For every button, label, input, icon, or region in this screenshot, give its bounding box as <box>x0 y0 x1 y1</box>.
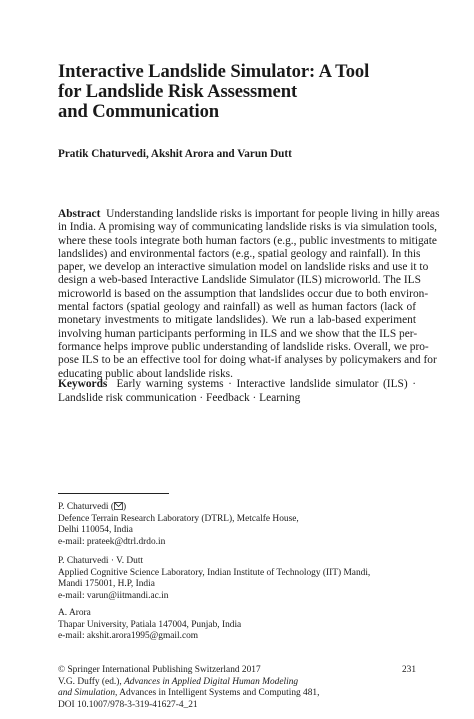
affiliation-line: Applied Cognitive Science Laboratory, Indian Institute of Technology (IIT) Mandi, <box>58 567 371 578</box>
abstract-label: Abstract <box>58 208 101 220</box>
abstract-line: design a web-based Interactive Landslide Simulator (ILS) microworld. The ILS <box>58 274 421 287</box>
affiliation-name: P. Chaturvedi ( ) <box>58 502 127 512</box>
abstract-text: Understanding landslide risks is important for people living in hilly areas <box>106 208 440 220</box>
envelope-icon <box>114 502 123 510</box>
abstract-line <box>58 208 440 221</box>
title-line: Interactive Landslide Simulator: A Tool <box>58 61 370 82</box>
abstract-line: mental factors (spatial geology and rainfall) as well as human factors (lack of <box>58 301 416 314</box>
paper-title <box>58 62 438 122</box>
keywords-block <box>58 378 416 405</box>
keywords-label: Keywords <box>58 378 108 390</box>
keywords-text: Early warning systems · Interactive landslide simulator (ILS) · <box>116 378 416 390</box>
book-title: Advances in Applied Digital Human Modeling <box>124 676 299 687</box>
abstract-line: involving human participants performing in ILS and we show that the ILS per- <box>58 327 418 340</box>
abstract-line: pose ILS to be an effective tool for doing what-if analyses by policymakers and for <box>58 354 437 367</box>
book-title: and Simulation <box>58 688 116 699</box>
affiliation-name: A. Arora <box>58 608 91 618</box>
affiliation-line: Delhi 110054, India <box>58 525 133 536</box>
book-citation-line: V.G. Duffy (ed.), Advances in Applied Digital Human Modeling <box>58 676 299 687</box>
affiliation-name: P. Chaturvedi · V. Dutt <box>58 556 144 566</box>
abstract-line: landslides) and environmental factors (e.g., spatial geology and rainfall). In this <box>58 247 421 260</box>
doi-line: DOI 10.1007/978-3-319-41627-4_21 <box>58 699 198 710</box>
copyright-line: © Springer International Publishing Switzerland 2017 <box>58 665 261 675</box>
affiliation-line: Defence Terrain Research Laboratory (DTRL), Metcalfe House, <box>58 513 299 524</box>
title-line: for Landslide Risk Assessment <box>58 81 298 102</box>
abstract-block <box>58 208 440 381</box>
book-citation-line: and Simulation, Advances in Intelligent Systems and Computing 481, <box>58 688 320 699</box>
affiliation-arora <box>58 608 358 643</box>
affiliation-chaturvedi-dutt-iit <box>58 556 371 602</box>
abstract-line: where these tools integrate both human factors (e.g., public investments to mitigate <box>58 234 437 247</box>
footnote-separator <box>58 493 169 494</box>
publication-footer <box>58 665 416 711</box>
affiliation-line: Mandi 175001, H.P, India <box>58 579 155 590</box>
abstract-line: educating public about landslide risks. <box>58 367 233 380</box>
page-number: 231 <box>401 665 416 675</box>
affiliation-chaturvedi-dtrl <box>58 502 358 548</box>
keywords-line <box>58 378 416 392</box>
abstract-line: microworld is based on the assumption that landslides occur due to both environ- <box>58 287 429 300</box>
title-line: and Communication <box>58 101 220 122</box>
affiliation-email: e-mail: prateek@dtrl.drdo.in <box>58 536 166 547</box>
abstract-line: paper, we develop an interactive simulation model on landslide risks and use it to <box>58 261 429 274</box>
affiliation-line: Thapar University, Patiala 147004, Punjab, India <box>58 619 242 630</box>
keywords-line: Landslide risk communication · Feedback · Learning <box>58 391 301 404</box>
author-list: Pratik Chaturvedi, Akshit Arora and Varun Dutt <box>58 148 292 160</box>
abstract-line: in India. A promising way of communicating landslide risks is via simulation tools, <box>58 221 438 234</box>
abstract-line: formance helps improve public understanding of landslide risks. Overall, we pro- <box>58 340 429 353</box>
abstract-line: monetary investments to mitigate landslides). We run a lab-based experiment <box>58 314 416 327</box>
affiliation-email: e-mail: akshit.arora1995@gmail.com <box>58 631 199 642</box>
affiliation-email: e-mail: varun@iitmandi.ac.in <box>58 590 169 601</box>
